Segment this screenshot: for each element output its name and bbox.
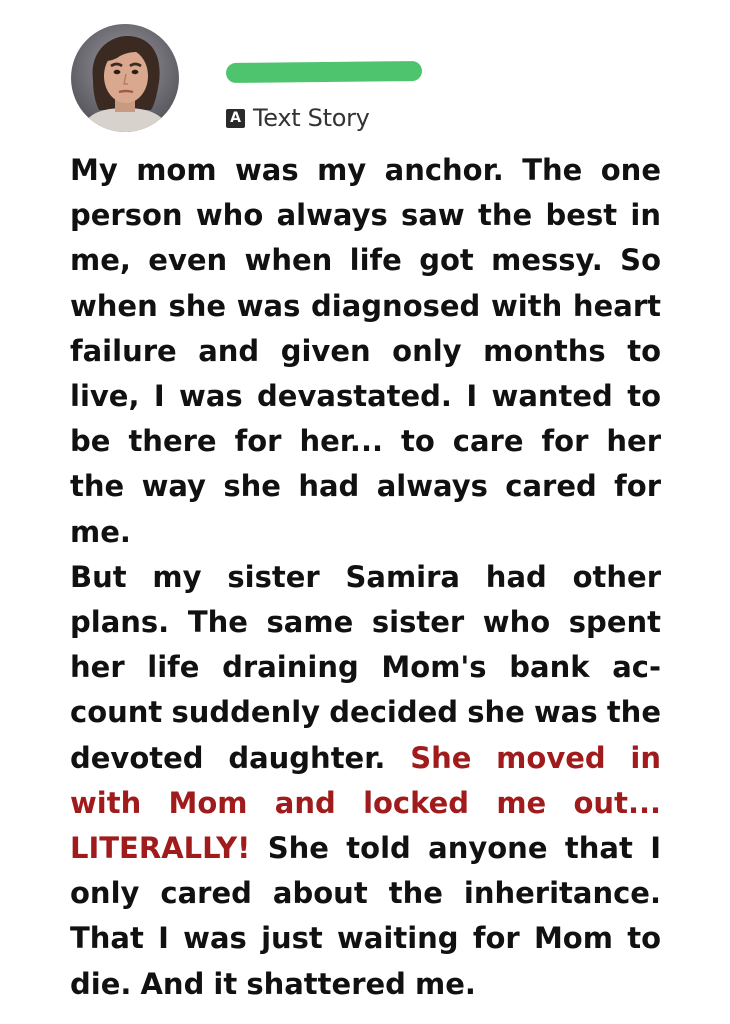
story-paragraph-2 <box>70 555 661 1007</box>
story-paragraph-2-text-a: But my sister Samira had other plans. The same sister who spent her life draining Mom's bank account suddenly decided she was the devoted daughter. <box>70 559 661 775</box>
story-paragraph-1: My mom was my anchor. The one person who always saw the best in me, even when life got messy. So when she was diagnosed with heart failure and given only months to live, I was devastated. I wanted to be there for her... to care for her the way she had always cared for me. <box>70 153 661 549</box>
story-type-tag <box>226 103 370 133</box>
avatar-photo <box>71 24 179 132</box>
story-highlight: She moved in with Mom and locked me out... LITERALLY! <box>70 740 662 866</box>
story-paragraph-2-text-b: She told anyone that I only cared about the inheritance. That I was just waiting for Mom to die. And it shattered me. <box>70 831 661 1001</box>
story-body <box>70 148 661 1007</box>
text-story-icon: A <box>226 109 245 128</box>
post-header <box>0 0 730 150</box>
author-name-redacted[interactable] <box>226 61 422 83</box>
author-avatar[interactable] <box>71 24 179 132</box>
story-type-label: Text Story <box>253 104 370 132</box>
